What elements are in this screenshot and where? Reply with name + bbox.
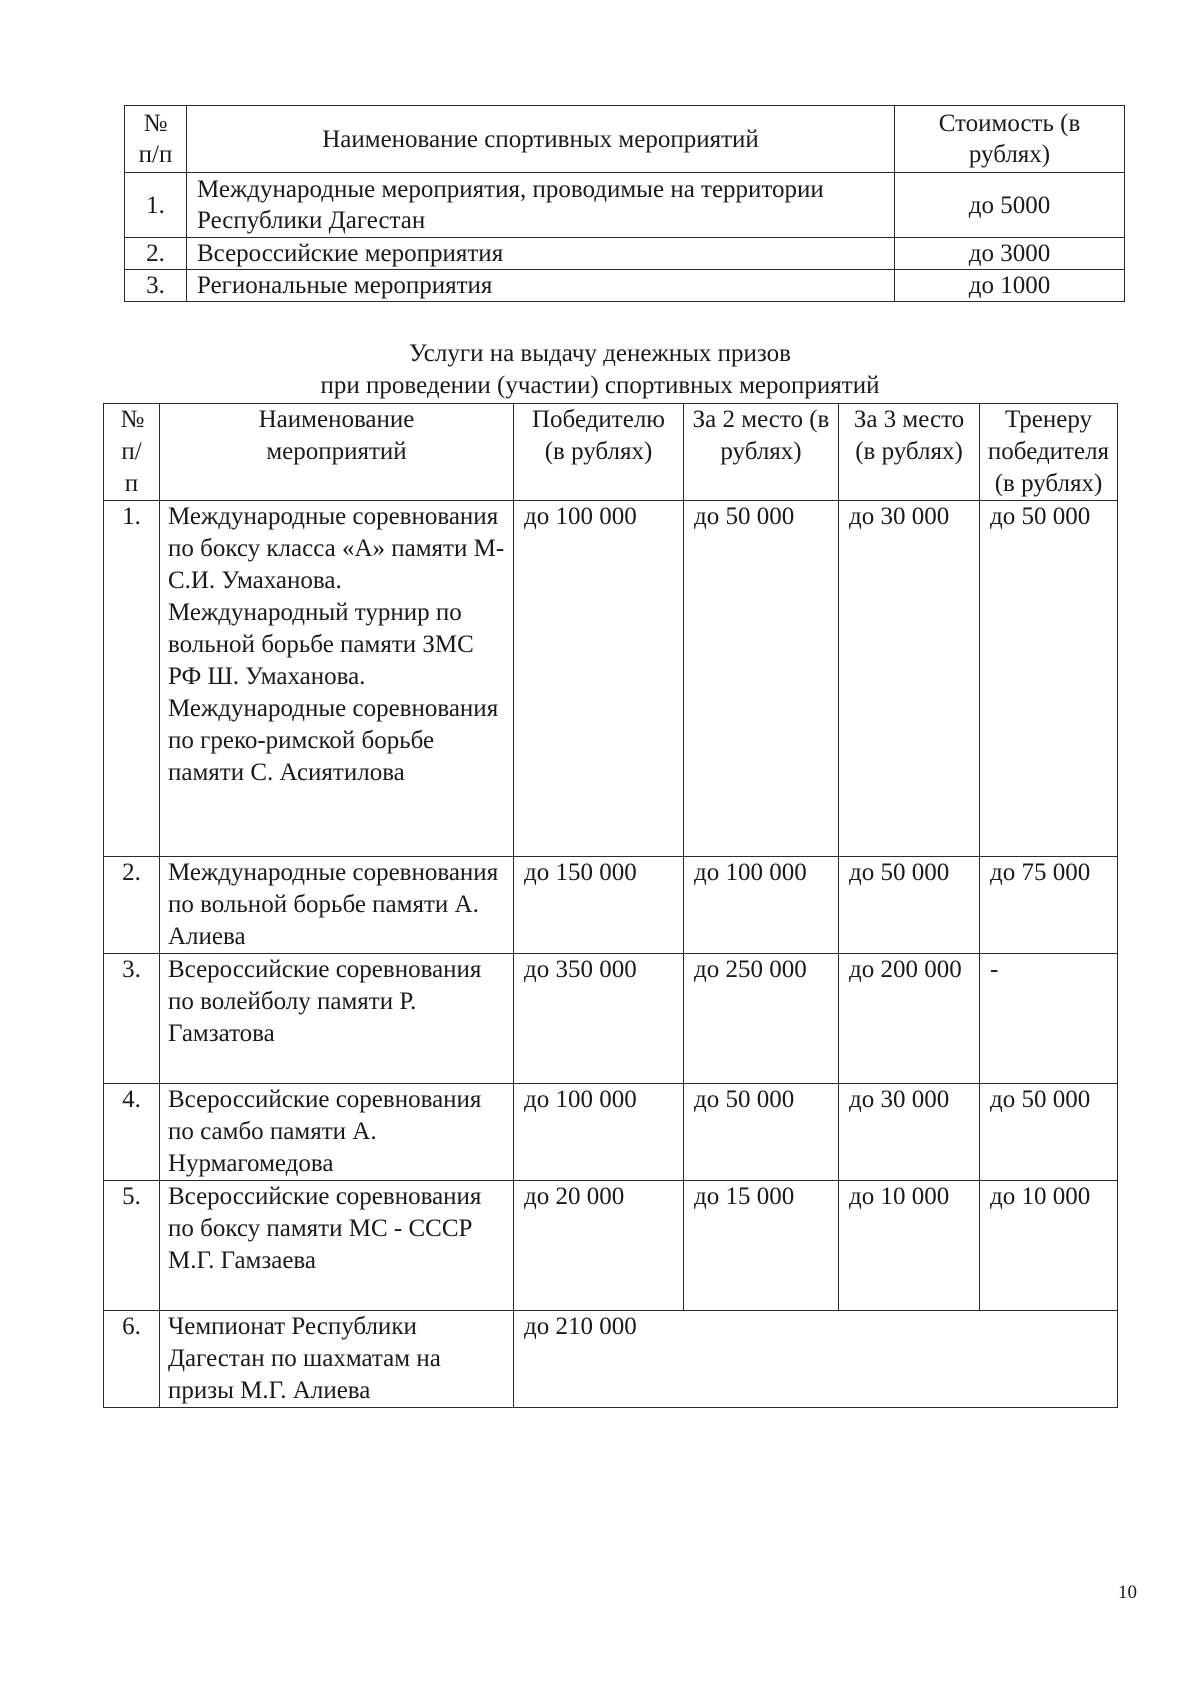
column-header-third: За 3 место (в рублях) [839,404,980,501]
row-name: Международные соревнования по вольной борьбе памяти А. Алиева [160,857,514,954]
row-coach: до 10 000 [980,1181,1118,1311]
row-second: до 50 000 [684,1084,839,1181]
row-cost: до 1000 [895,270,1125,302]
row-third: до 50 000 [839,857,980,954]
table-row [104,954,1118,1084]
row-num: 2. [104,857,160,954]
row-name: Всероссийские мероприятия [187,238,895,270]
column-header-coach: Тренеру победителя (в рублях) [980,404,1118,501]
table-row [104,1311,1118,1408]
column-header-second: За 2 место (в рублях) [684,404,839,501]
table-row [125,238,1125,270]
row-name: Международные соревнования по боксу класса «А» памяти М-С.И. Умаханова. Международный турнир по вольной борьбе памяти ЗМС РФ Ш. Умаханова. Международные соревнования по греко-римской борьбе памяти С. Асиятилова [160,501,514,857]
row-num: 4. [104,1084,160,1181]
row-winner: до 100 000 [514,501,684,857]
row-third: до 30 000 [839,501,980,857]
table-row [125,173,1125,238]
row-third: до 10 000 [839,1181,980,1311]
row-name: Чемпионат Республики Дагестан по шахматам на призы М.Г. Алиева [160,1311,514,1408]
row-num: 1. [125,173,187,238]
column-header-winner: Победителю (в рублях) [514,404,684,501]
row-second: до 250 000 [684,954,839,1084]
row-winner: до 20 000 [514,1181,684,1311]
table-row [104,1084,1118,1181]
row-name: Всероссийские соревнования по боксу памяти МС - СССР М.Г. Гамзаева [160,1181,514,1311]
row-second: до 100 000 [684,857,839,954]
cash-prizes-table [103,403,1118,1408]
column-header-num: № п/ п [104,404,160,501]
row-third: до 200 000 [839,954,980,1084]
row-coach: - [980,954,1118,1084]
row-coach: до 50 000 [980,1084,1118,1181]
row-winner: до 210 000 [514,1311,1118,1408]
row-name: Международные мероприятия, проводимые на территории Республики Дагестан [187,173,895,238]
row-name: Всероссийские соревнования по волейболу памяти Р. Гамзатова [160,954,514,1084]
row-cost: до 5000 [895,173,1125,238]
column-header-name: Наименование спортивных мероприятий [187,106,895,173]
table-header-row [104,404,1118,501]
page-number: 10 [1118,1582,1137,1603]
row-num: 3. [125,270,187,302]
row-num: 6. [104,1311,160,1408]
column-header-name: Наименование мероприятий [160,404,514,501]
row-num: 3. [104,954,160,1084]
column-header-cost: Стоимость (в рублях) [895,106,1125,173]
table-row [104,501,1118,857]
sports-events-cost-table [124,105,1125,302]
row-winner: до 100 000 [514,1084,684,1181]
table-row [125,270,1125,302]
row-second: до 50 000 [684,501,839,857]
row-name: Региональные мероприятия [187,270,895,302]
row-cost: до 3000 [895,238,1125,270]
table-row [104,857,1118,954]
row-winner: до 350 000 [514,954,684,1084]
row-coach: до 50 000 [980,501,1118,857]
row-name: Всероссийские соревнования по самбо памяти А. Нурмагомедова [160,1084,514,1181]
row-coach: до 75 000 [980,857,1118,954]
row-num: 2. [125,238,187,270]
row-third: до 30 000 [839,1084,980,1181]
table-row [104,1181,1118,1311]
section-title-line1: Услуги на выдачу денежных призов [409,340,791,367]
row-num: 5. [104,1181,160,1311]
row-second: до 15 000 [684,1181,839,1311]
column-header-num: № п/п [125,106,187,173]
row-num: 1. [104,501,160,857]
row-winner: до 150 000 [514,857,684,954]
table-header-row [125,106,1125,173]
section-title-line2: при проведении (участии) спортивных мероприятий [320,372,880,399]
